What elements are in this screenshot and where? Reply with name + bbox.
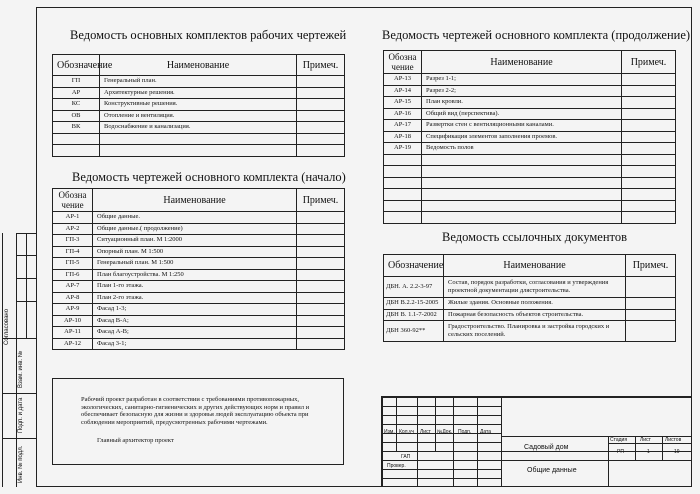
stamp-line: [381, 396, 383, 487]
cell-note: [297, 258, 345, 270]
cell-name: План благоустройства. М 1:250: [93, 269, 297, 281]
table-row: [53, 122, 345, 134]
strip-line: [26, 233, 27, 338]
table-row: [53, 338, 345, 350]
cell-code: ГП-6: [53, 269, 93, 281]
sheets-value: 19: [674, 449, 680, 455]
stamp-col-label: Лист: [420, 429, 431, 435]
cell-note: [622, 108, 676, 120]
table-row: [384, 189, 676, 201]
table-row: [53, 223, 345, 235]
orig-inv-label: Инв. № подл.: [18, 445, 24, 483]
title-block: [381, 396, 692, 487]
header-note: Примеч.: [297, 55, 345, 76]
strip-line: [16, 278, 36, 279]
cell-code: АР-17: [384, 120, 422, 132]
stamp-line: [381, 469, 501, 470]
stamp-line: [381, 460, 501, 461]
table-row: [384, 212, 676, 224]
table-row: [384, 120, 676, 132]
cell-name: Генеральный план.: [100, 76, 297, 88]
cell-note: [297, 315, 345, 327]
approved-label: Согласовано: [4, 308, 10, 345]
header-code: Обозна чение: [384, 51, 422, 74]
refs-title: Ведомость ссылочных документов: [442, 230, 627, 244]
sheet-value: 1: [647, 449, 650, 455]
cell-code: АР-13: [384, 74, 422, 86]
sheet-title: Общие данные: [527, 467, 577, 474]
cell-name: Фасад 3-1;: [93, 338, 297, 350]
stamp-line: [381, 442, 501, 443]
cell-note: [622, 74, 676, 86]
cell-note: [297, 235, 345, 247]
cell-note: [297, 281, 345, 293]
strip-line: [2, 438, 36, 439]
stamp-line: [608, 460, 692, 461]
table-row: [384, 97, 676, 109]
sheet-label: Лист: [640, 437, 651, 443]
table-row: [384, 309, 676, 321]
cell-name: Пожарная безопасность объектов строительства.: [444, 309, 626, 321]
cell-name: План 2-го этажа.: [93, 292, 297, 304]
cell-code: АР-7: [53, 281, 93, 293]
table-row: [53, 269, 345, 281]
table-row: [53, 292, 345, 304]
main-set-begin-title: Ведомость чертежей основного комплекта (начало): [72, 170, 346, 184]
cell-note: [297, 246, 345, 258]
table-row: [384, 143, 676, 155]
cell-note: [297, 76, 345, 88]
cell-note: [297, 327, 345, 339]
table-header-row: [384, 51, 676, 74]
cell-code: ОВ: [53, 110, 100, 122]
cell-name: Архитектурные решения.: [100, 87, 297, 99]
stamp-line: [501, 460, 608, 461]
cell-note: [622, 131, 676, 143]
cell-note: [297, 269, 345, 281]
header-note: Примеч.: [626, 255, 676, 277]
main-set-cont-table: [383, 50, 676, 224]
cell-name: Общий вид (перспектива).: [422, 108, 622, 120]
cell-code: КС: [53, 99, 100, 111]
sheet-sets-title: Ведомость основных комплектов рабочих чертежей: [70, 28, 347, 42]
table-header-row: [384, 255, 676, 277]
cell-name: Состав, порядок разработки, согласования и утверждения проектной документации длястроительства.: [444, 277, 626, 298]
table-row: [384, 298, 676, 310]
table-row: [53, 246, 345, 258]
cell-name: Конструктивные решения.: [100, 99, 297, 111]
table-row: [384, 108, 676, 120]
stamp-line: [381, 415, 501, 416]
cell-code: АР-18: [384, 131, 422, 143]
stamp-col-label: Подп.: [458, 429, 472, 435]
stamp-col-label: №Док.: [437, 429, 453, 435]
table-row: [53, 304, 345, 316]
cell-note: [622, 97, 676, 109]
strip-line: [2, 393, 36, 394]
cell-note: [622, 143, 676, 155]
strip-line: [16, 233, 36, 234]
stamp-line: [477, 396, 478, 487]
cell-code: АР-12: [53, 338, 93, 350]
table-header-row: [53, 189, 345, 212]
cell-name: План 1-го этажа.: [93, 281, 297, 293]
cell-code: ГП-4: [53, 246, 93, 258]
cell-name: Фасад А-В;: [93, 327, 297, 339]
cell-note: [297, 99, 345, 111]
sign-date-label: Подп. и дата: [18, 397, 24, 433]
cell-note: [626, 277, 676, 298]
table-row: [53, 133, 345, 145]
cell-note: [297, 110, 345, 122]
cell-note: [297, 87, 345, 99]
table-row: [384, 200, 676, 212]
cell-note: [297, 338, 345, 350]
table-row: [384, 321, 676, 342]
cell-code: ДБН. А. 2.2-3-97: [384, 277, 444, 298]
table-row: [384, 177, 676, 189]
stamp-line: [635, 436, 636, 460]
cell-code: АР-14: [384, 85, 422, 97]
cell-note: [297, 292, 345, 304]
stamp-line: [608, 443, 692, 444]
table-row: [384, 277, 676, 298]
table-row: [53, 110, 345, 122]
header-name: Наименование: [93, 189, 297, 212]
cell-name: Фасад В-А;: [93, 315, 297, 327]
refs-table: [383, 254, 676, 342]
cell-code: ВК: [53, 122, 100, 134]
table-row: [53, 76, 345, 88]
cell-code: АР-9: [53, 304, 93, 316]
cell-code: АР-16: [384, 108, 422, 120]
cell-name: Водоснабжение и канализация.: [100, 122, 297, 134]
header-code: Обозна чение: [53, 189, 93, 212]
cell-code: АР-2: [53, 223, 93, 235]
stamp-line: [608, 436, 609, 487]
cell-name: Фасад 1-3;: [93, 304, 297, 316]
cell-name: Генеральный план. М 1:500: [93, 258, 297, 270]
strip-line: [2, 233, 3, 487]
cell-code: ДБН В. 1.1-7-2002: [384, 309, 444, 321]
table-row: [53, 99, 345, 111]
header-code: Обозначение: [53, 55, 100, 76]
table-row: [53, 315, 345, 327]
stamp-line: [435, 396, 436, 451]
sheets-label: Листов: [665, 437, 682, 443]
cell-code: АР-15: [384, 97, 422, 109]
stamp-line: [396, 396, 397, 451]
cell-name: Разрез 2-2;: [422, 85, 622, 97]
notes-box: [52, 378, 344, 465]
table-row: [53, 258, 345, 270]
cell-code: АР-11: [53, 327, 93, 339]
stamp-line: [381, 424, 501, 425]
replaced-inv-label: Взам. инв. №: [18, 350, 24, 388]
stamp-col-label: Изм.: [384, 429, 395, 435]
stamp-line: [662, 436, 663, 460]
cell-name: Жилые здания. Основные положения.: [444, 298, 626, 310]
header-name: Наименование: [444, 255, 626, 277]
cell-name: Общие данные.( продолжение): [93, 223, 297, 235]
cell-note: [297, 304, 345, 316]
approval-strip: [2, 233, 36, 487]
stage-value: РП: [617, 449, 624, 455]
header-note: Примеч.: [622, 51, 676, 74]
stamp-line: [381, 406, 501, 407]
table-row: [384, 166, 676, 178]
strip-line: [16, 301, 36, 302]
table-row: [384, 85, 676, 97]
checked-label: Провер.: [387, 463, 406, 469]
stamp-line: [501, 396, 502, 487]
cell-code: ГП-3: [53, 235, 93, 247]
cell-code: ДБН 360-92**: [384, 321, 444, 342]
cell-code: ГП-5: [53, 258, 93, 270]
table-row: [384, 131, 676, 143]
cell-code: АР-10: [53, 315, 93, 327]
cell-code: АР-1: [53, 212, 93, 224]
notes-signature: Главный архитектор проект: [97, 437, 174, 444]
cell-note: [622, 120, 676, 132]
cell-name: Ведомость полов: [422, 143, 622, 155]
cell-code: АР-19: [384, 143, 422, 155]
stamp-line: [381, 478, 501, 479]
cell-note: [297, 212, 345, 224]
stamp-line: [501, 436, 692, 437]
cell-code: АР: [53, 87, 100, 99]
table-row: [53, 212, 345, 224]
header-name: Наименование: [100, 55, 297, 76]
cell-name: Градостроительство. Планировка и застройка городских и сельских поселений.: [444, 321, 626, 342]
strip-line: [16, 233, 17, 487]
cell-name: План кровли.: [422, 97, 622, 109]
stamp-line: [381, 451, 692, 452]
stamp-col-label: Кол.уч: [399, 429, 414, 435]
cell-code: ГП: [53, 76, 100, 88]
cell-name: Развертки стен с вентиляционными каналами.: [422, 120, 622, 132]
table-row: [384, 154, 676, 166]
table-row: [53, 281, 345, 293]
header-code: Обозначение: [384, 255, 444, 277]
notes-text: Рабочий проект разработан в соответствии с требованиями противопожарных, экологических, санитарно-гигиенических и других действующих норм и правил и обеспечивает безопасную для жизни и здоровья людей эксплуатацию объекта при соблюдении мероприятий, предусмотренных рабочими чертежами.: [81, 396, 310, 426]
table-header-row: [53, 55, 345, 76]
project-name: Садовый дом: [524, 444, 569, 451]
header-name: Наименование: [422, 51, 622, 74]
cell-name: Общие данные.: [93, 212, 297, 224]
cell-note: [626, 298, 676, 310]
table-row: [384, 74, 676, 86]
cell-name: Ситуационный план. М 1:2000: [93, 235, 297, 247]
stamp-line: [381, 396, 692, 398]
cell-name: Опорный план. М 1:500: [93, 246, 297, 258]
cell-name: Отопление и вентиляция.: [100, 110, 297, 122]
table-row: [53, 327, 345, 339]
stage-label: Стадия: [610, 437, 628, 443]
main-set-cont-title: Ведомость чертежей основного комплекта (продолжение): [382, 28, 691, 42]
cell-note: [297, 223, 345, 235]
cell-code: АР-8: [53, 292, 93, 304]
cell-note: [626, 309, 676, 321]
cell-note: [622, 85, 676, 97]
stamp-col-label: Дата: [480, 429, 492, 435]
header-note: Примеч.: [297, 189, 345, 212]
cell-name: Разрез 1-1;: [422, 74, 622, 86]
table-row: [53, 87, 345, 99]
cell-note: [626, 321, 676, 342]
stamp-line: [417, 396, 418, 487]
cell-code: ДБН В.2.2-15-2005: [384, 298, 444, 310]
strip-line: [16, 255, 36, 256]
table-row: [53, 145, 345, 157]
sheet-sets-table: [52, 54, 345, 157]
main-set-begin-table: [52, 188, 345, 350]
cell-name: Спецификация элементов заполнения проемов.: [422, 131, 622, 143]
cell-note: [297, 122, 345, 134]
stamp-line: [453, 396, 454, 487]
gap-label: ГАП: [401, 454, 411, 460]
table-row: [53, 235, 345, 247]
